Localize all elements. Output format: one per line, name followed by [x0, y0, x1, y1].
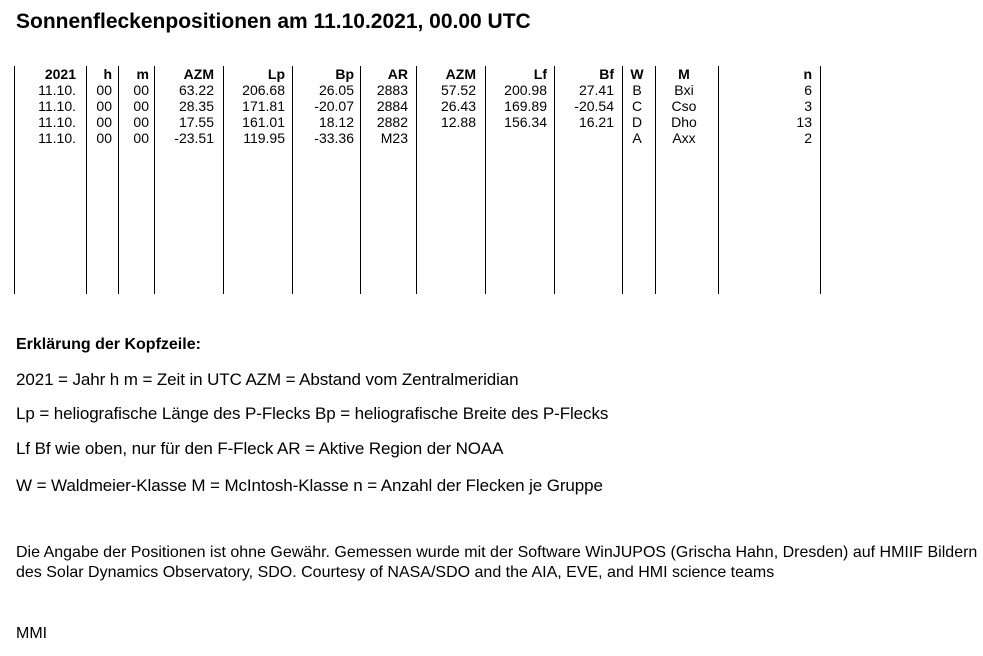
- table-cell: 26.05: [318, 82, 354, 98]
- explanation-line: Lf Bf wie oben, nur für den F-Fleck AR = Aktive Region der NOAA: [16, 439, 504, 458]
- table-header-cell: Bf: [599, 66, 614, 82]
- table-header-cell: W: [630, 66, 644, 82]
- table-cell: 00: [96, 98, 112, 114]
- table-cell: D: [631, 114, 643, 130]
- page-title: Sonnenfleckenpositionen am 11.10.2021, 00.00 UTC: [16, 10, 531, 33]
- table-header-cell: AZM: [445, 66, 476, 82]
- table-cell: 119.95: [243, 130, 285, 146]
- table-cell: -20.07: [314, 98, 354, 114]
- table-cell: 27.41: [578, 82, 614, 98]
- table-cell: 156.34: [504, 114, 547, 130]
- table-header-cell: AZM: [183, 66, 214, 82]
- table-cell: 11.10.: [38, 98, 76, 114]
- table-cell: 2884: [376, 98, 408, 114]
- explanation-title: Erklärung der Kopfzeile:: [16, 336, 201, 353]
- table-cell: 171.81: [242, 98, 285, 114]
- table-cell: 12.88: [440, 114, 476, 130]
- signature: MMI: [16, 625, 48, 642]
- table-header-cell: Lf: [533, 66, 547, 82]
- table-cell: 11.10.: [38, 130, 76, 146]
- table-cell: 57.52: [440, 82, 476, 98]
- table-header-cell: M: [678, 66, 690, 82]
- table-cell: 200.98: [504, 82, 547, 98]
- table-cell: 00: [133, 82, 149, 98]
- disclaimer-text: Die Angabe der Positionen ist ohne Gewähr. Gemessen wurde mit der Software WinJUPOS (Grischa Hahn, Dresden) auf HMIIF Bildern des Solar Dynamics Observatory, SDO. Courtesy of NASA/SDO and the AIA, EVE, and HMI science teams: [16, 544, 978, 581]
- table-cell: 161.01: [242, 114, 285, 130]
- table-cell: 11.10.: [38, 82, 76, 98]
- table-cell: 00: [133, 114, 149, 130]
- table-cell: 18.12: [318, 114, 354, 130]
- table-cell: 63.22: [178, 82, 214, 98]
- table-cell: A: [632, 130, 642, 146]
- table-cell: 26.43: [440, 98, 476, 114]
- table-cell: 169.89: [504, 98, 547, 114]
- table-cell: 16.21: [578, 114, 614, 130]
- table-column-divider: [14, 66, 15, 294]
- table-column-divider: [820, 66, 821, 294]
- table-cell: 206.68: [242, 82, 285, 98]
- explanation-line: W = Waldmeier-Klasse M = McIntosh-Klasse n = Anzahl der Flecken je Gruppe: [16, 476, 603, 495]
- table-cell: 00: [96, 114, 112, 130]
- table-header-cell: m: [136, 66, 149, 82]
- table-header-cell: h: [103, 66, 112, 82]
- table-cell: 00: [133, 98, 149, 114]
- table-cell: 00: [96, 130, 112, 146]
- table-cell: 2882: [376, 114, 408, 130]
- table-header-cell: 2021: [44, 66, 76, 82]
- table-header-cell: n: [803, 66, 812, 82]
- table-header-cell: AR: [387, 66, 408, 82]
- table-cell: 3: [804, 98, 812, 114]
- table-cell: C: [631, 98, 643, 114]
- table-cell: -33.36: [314, 130, 354, 146]
- table-cell: 17.55: [178, 114, 214, 130]
- table-cell: B: [632, 82, 642, 98]
- table-cell: 00: [96, 82, 112, 98]
- table-cell: 6: [804, 82, 812, 98]
- table-cell: Cso: [671, 98, 697, 114]
- table-cell: Bxi: [674, 82, 694, 98]
- table-cell: Axx: [672, 130, 696, 146]
- table-cell: 28.35: [178, 98, 214, 114]
- table-cell: Dho: [671, 114, 697, 130]
- table-cell: -23.51: [174, 130, 214, 146]
- table-cell: M23: [380, 130, 408, 146]
- explanation-line: Lp = heliografische Länge des P-Flecks Bp = heliografische Breite des P-Flecks: [16, 404, 609, 423]
- explanation-line: 2021 = Jahr h m = Zeit in UTC AZM = Abstand vom Zentralmeridian: [16, 370, 519, 389]
- table-header-cell: Bp: [335, 66, 354, 82]
- table-cell: 11.10.: [38, 114, 76, 130]
- table-cell: -20.54: [574, 98, 614, 114]
- table-cell: 2883: [376, 82, 408, 98]
- sunspot-table: [0, 66, 983, 294]
- table-cell: 13: [796, 114, 812, 130]
- table-cell: 00: [133, 130, 149, 146]
- table-cell: 2: [804, 130, 812, 146]
- table-header-cell: Lp: [267, 66, 285, 82]
